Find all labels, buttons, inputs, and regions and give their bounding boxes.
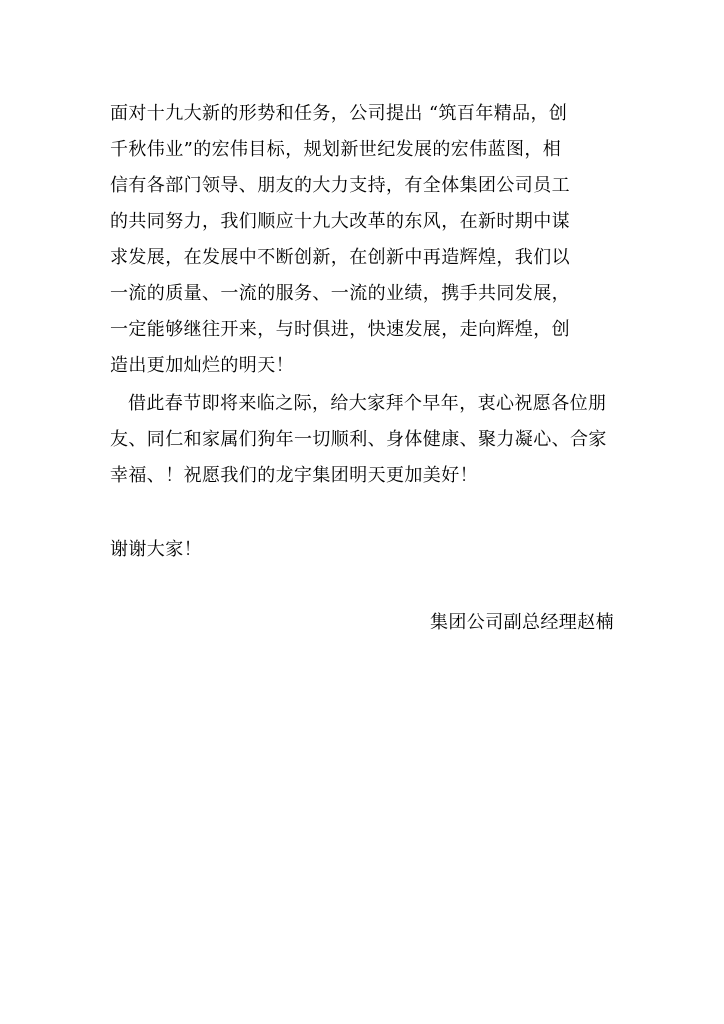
closing-thanks	[110, 532, 614, 568]
signature: 集团公司副总经理赵楠	[430, 612, 614, 633]
paragraph-new-year-wishes	[110, 386, 614, 494]
text-line: 千秋伟业”的宏伟目标，规划新世纪发展的宏伟蓝图，相	[110, 139, 562, 160]
text-line: 信有各部门领导、朋友的大力支持，有全体集团公司员工	[110, 175, 570, 196]
text-line: 幸福、！祝愿我们的龙宇集团明天更加美好！	[110, 465, 478, 486]
text-line: 一流的质量、一流的服务、一流的业绩，携手共同发展，	[110, 283, 570, 304]
text-line: 造出更加灿烂的明天！	[110, 355, 294, 376]
text-line: 的共同努力，我们顺应十九大改革的东风，在新时期中谋	[110, 211, 570, 232]
text-line: 友、同仁和家属们狗年一切顺利、身体健康、聚力凝心、合家	[110, 429, 607, 450]
text-line: 一定能够继往开来，与时俱进，快速发展，走向辉煌，创	[110, 319, 570, 340]
paragraph-outlook	[110, 96, 614, 384]
text-line: 面对十九大新的形势和任务，公司提出 “筑百年精品，创	[110, 103, 568, 124]
thanks-line: 谢谢大家！	[110, 539, 202, 560]
text-line: 借此春节即将来临之际，给大家拜个早年，衷心祝愿各位朋	[128, 393, 607, 414]
text-line: 求发展，在发展中不断创新，在创新中再造辉煌，我们以	[110, 247, 570, 268]
